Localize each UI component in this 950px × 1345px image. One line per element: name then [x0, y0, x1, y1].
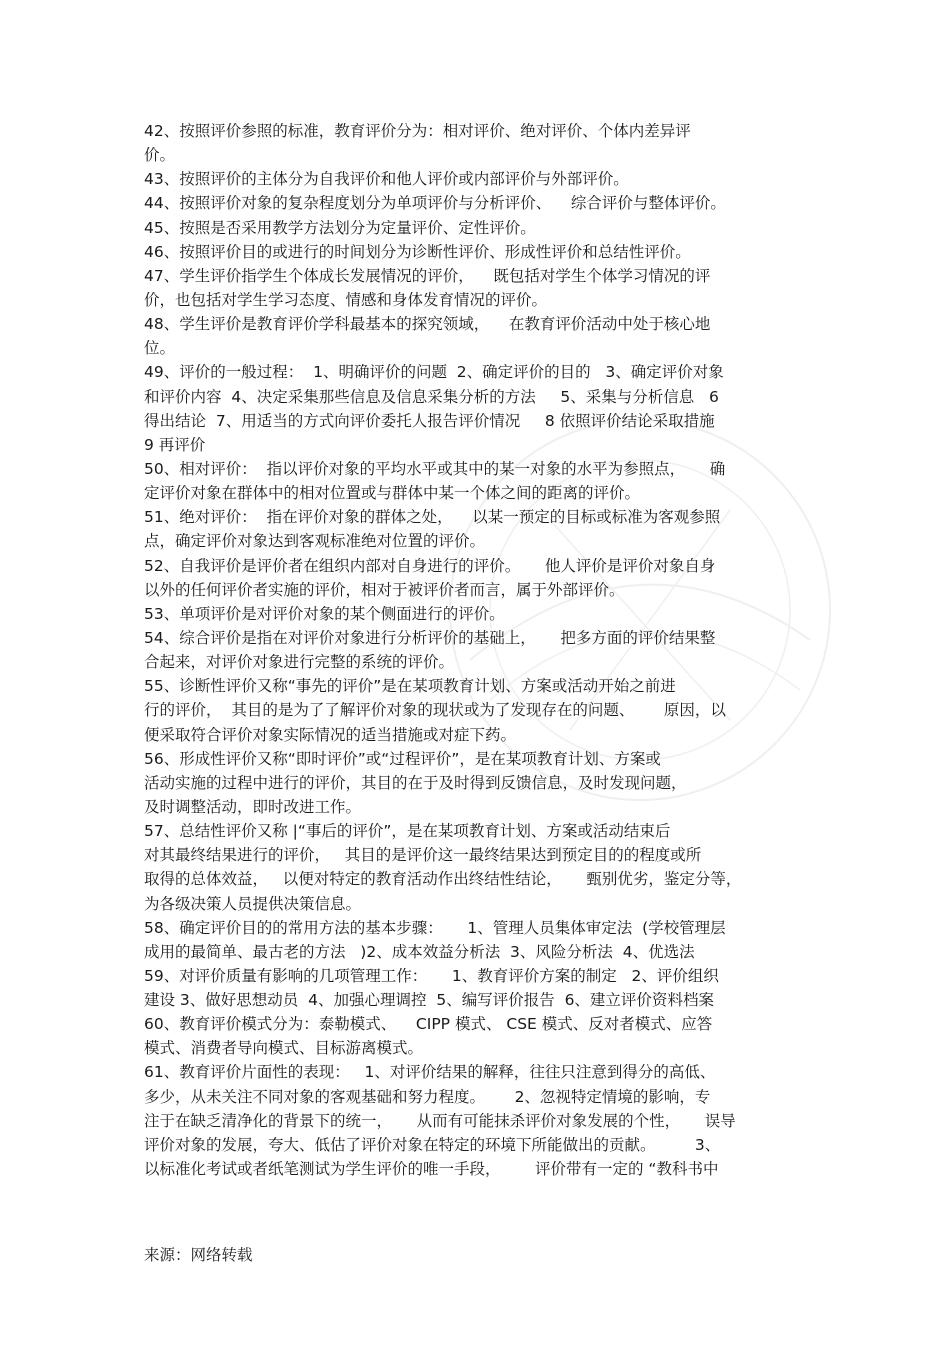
text-line: 51、绝对评价： 指在评价对象的群体之处， 以某一预定的目标或标准为客观参照 — [144, 508, 721, 527]
text-line: 52、自我评价是评价者在组织内部对自身进行的评价。 他人评价是评价对象自身 — [144, 556, 716, 575]
text-line: 60、教育评价模式分为：泰勒模式、 CIPP 模式、 CSE 模式、反对者模式、应答 — [144, 1015, 713, 1034]
text-line: 活动实施的过程中进行的评价，其目的在于及时得到反馈信息，及时发现问题， — [144, 773, 687, 792]
text-line: 53、单项评价是对评价对象的某个侧面进行的评价。 — [144, 604, 505, 623]
text-line: 为各级决策人员提供决策信息。 — [144, 894, 362, 913]
document-body — [144, 119, 812, 1181]
text-line: 57、总结性评价又称 |“事后的评价”，是在某项教育计划、方案或活动结束后 — [144, 822, 671, 841]
text-line: 54、综合评价是指在对评价对象进行分析评价的基础上， 把多方面的评价结果整 — [144, 628, 716, 647]
text-line: 成用的最简单、最古老的方法 )2、成本效益分析法 3、风险分析法 4、优选法 — [144, 942, 695, 961]
text-line: 48、学生评价是教育评价学科最基本的探究领域， 在教育评价活动中处于核心地 — [144, 315, 711, 334]
text-line: 便采取符合评价对象实际情况的适当措施或对症下药。 — [144, 725, 517, 744]
text-line: 行的评价， 其目的是为了了解评价对象的现状或为了发现存在的问题、 原因，以 — [144, 701, 726, 720]
text-line: 合起来，对评价对象进行完整的系统的评价。 — [144, 653, 455, 672]
text-line: 43、按照评价的主体分为自我评价和他人评价或内部评价与外部评价。 — [144, 170, 629, 189]
text-line: 59、对评价质量有影响的几项管理工作： 1、教育评价方案的制定 2、评价组织 — [144, 966, 719, 985]
text-line: 58、确定评价目的的常用方法的基本步骤： 1、管理人员集体审定法 (学校管理层 — [144, 918, 726, 937]
text-line: 和评价内容 4、决定采集那些信息及信息采集分析的方法 5、采集与分析信息 6 — [144, 387, 719, 406]
text-line: 建设 3、做好思想动员 4、加强心理调控 5、编写评价报告 6、建立评价资料档案 — [144, 991, 714, 1010]
text-line: 价。 — [144, 146, 176, 165]
text-line: 以标准化考试或者纸笔测试为学生评价的唯一手段， 评价带有一定的 “教科书中 — [144, 1160, 719, 1179]
text-line: 对其最终结果进行的评价， 其目的是评价这一最终结果达到预定目的的程度或所 — [144, 846, 702, 865]
text-line: 及时调整活动，即时改进工作。 — [144, 797, 362, 816]
text-line: 多少，从未关注不同对象的客观基础和努力程度。 2、忽视特定情境的影响，专 — [144, 1087, 711, 1106]
text-line: 定评价对象在群体中的相对位置或与群体中某一个体之间的距离的评价。 — [144, 484, 641, 503]
text-line: 47、学生评价指学生个体成长发展情况的评价， 既包括对学生个体学习情况的评 — [144, 266, 711, 285]
text-line: 模式、消费者导向模式、目标游离模式。 — [144, 1039, 424, 1058]
text-line: 44、按照评价对象的复杂程度划分为单项评价与分析评价、 综合评价与整体评价。 — [144, 194, 726, 213]
text-line: 45、按照是否采用教学方法划分为定量评价、定性评价。 — [144, 218, 536, 237]
text-line: 42、按照评价参照的标准，教育评价分为：相对评价、绝对评价、个体内差异评 — [144, 122, 691, 140]
text-line: 56、形成性评价又称“即时评价”或“过程评价”，是在某项教育计划、方案或 — [144, 749, 661, 768]
source-note: 来源：网络转载 — [144, 1246, 253, 1264]
text-line: 评价对象的发展，夸大、低估了评价对象在特定的环境下所能做出的贡献。 3、 — [144, 1135, 721, 1154]
text-line: 位。 — [144, 339, 176, 358]
text-line: 取得的总体效益， 以便对特定的教育活动作出终结性结论， 甄别优劣，鉴定分等， — [144, 870, 742, 889]
text-line: 46、按照评价目的或进行的时间划分为诊断性评价、形成性评价和总结性评价。 — [144, 242, 691, 261]
text-line: 61、教育评价片面性的表现： 1、对评价结果的解释，往往只注意到得分的高低、 — [144, 1063, 716, 1082]
text-line: 点，确定评价对象达到客观标准绝对位置的评价。 — [144, 532, 486, 551]
text-line: 价，也包括对学生学习态度、情感和身体发育情况的评价。 — [144, 290, 548, 309]
text-line: 9 再评价 — [144, 435, 206, 454]
text-line: 注于在缺乏清净化的背景下的统一， 从而有可能抹杀评价对象发展的个性， 误导 — [144, 1111, 736, 1130]
text-line: 以外的任何评价者实施的评价，相对于被评价者而言，属于外部评价。 — [144, 580, 625, 599]
text-line: 55、诊断性评价又称“事先的评价”是在某项教育计划、方案或活动开始之前进 — [144, 677, 676, 696]
text-line: 得出结论 7、用适当的方式向评价委托人报告评价情况 8 依照评价结论采取措施 — [144, 411, 715, 430]
text-line: 50、相对评价： 指以评价对象的平均水平或其中的某一对象的水平为参照点， 确 — [144, 459, 726, 478]
text-line: 49、评价的一般过程： 1、明确评价的问题 2、确定评价的目的 3、确定评价对象 — [144, 363, 724, 382]
